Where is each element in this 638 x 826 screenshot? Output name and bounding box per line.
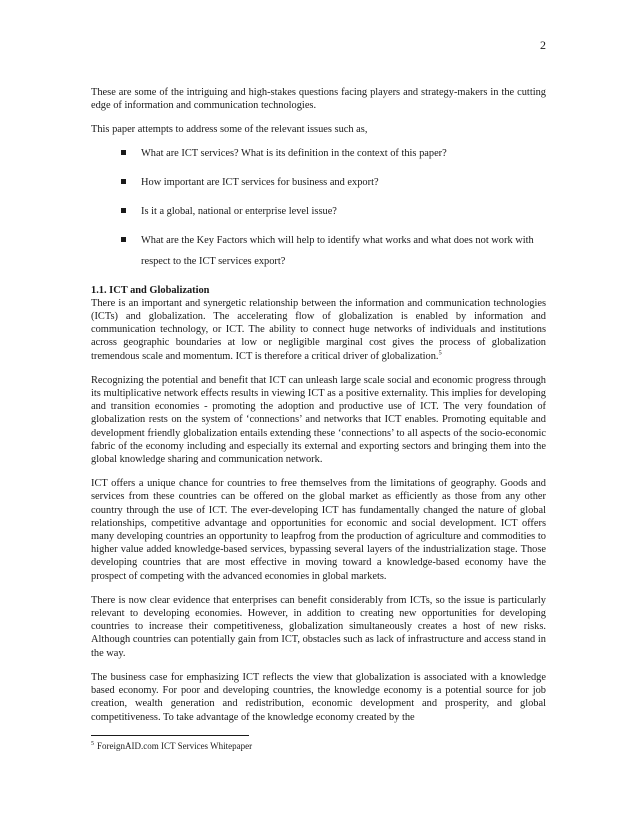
page-body bbox=[91, 86, 546, 724]
list-item: What are the Key Factors which will help to identify what works and what does not work with respect to the ICT services export? bbox=[121, 230, 546, 272]
footnote-divider bbox=[91, 735, 249, 736]
section-paragraph-1 bbox=[91, 297, 546, 363]
list-item: Is it a global, national or enterprise level issue? bbox=[121, 201, 546, 222]
issues-lead: This paper attempts to address some of the relevant issues such as, bbox=[91, 124, 368, 136]
intro-paragraph: These are some of the intriguing and high-stakes questions facing players and strategy-makers in the cutting edge of information and communication technologies. bbox=[91, 87, 546, 112]
section-paragraph-2: Recognizing the potential and benefit that ICT can unleash large scale social and economic progress through its multiplicative network effects results in viewing ICT as a positive externality. This implies for developing and transition economies - promoting the adoption and productive use of ICT. The very foundation of globalization rests on the system of ‘connections’ and networks that ICT enables. Promoting equitable and development friendly globalization entails extending these ‘connections’ to all aspects of the socio-economic fabric of the economy including and especially its external and exporting sectors and bringing them into the global knowledge sharing and communication network. bbox=[91, 374, 546, 466]
page-number: 2 bbox=[540, 38, 546, 52]
footnote-text: ForeignAID.com ICT Services Whitepaper bbox=[97, 741, 253, 751]
footnote bbox=[91, 741, 252, 751]
list-item: How important are ICT services for business and export? bbox=[121, 172, 546, 193]
footnote-reference[interactable]: 5 bbox=[438, 349, 442, 357]
list-item: What are ICT services? What is its definition in the context of this paper? bbox=[121, 143, 546, 164]
footnote-mark: 5 bbox=[91, 741, 94, 747]
section-paragraph-3: ICT offers a unique chance for countries to free themselves from the limitations of geography. Goods and services from these countries can be offered on the global market as efficiently as those from any other country through the use of ICT. The ever-developing ICT has fundamentally changed the nature of global relationships, competitive advantage and opportunities for economic and social development. ICT offers many developing countries an opportunity to leapfrog from the production of agriculture and commodities to higher value added knowledge-based services, bypassing several layers of the industrialization stage. Those developing countries that are most effective in moving toward a knowledge-based economy have the prospect of competing with the advanced economies in global markets. bbox=[91, 478, 546, 582]
section-paragraph-4: There is now clear evidence that enterprises can benefit considerably from ICTs, so the issue is particularly relevant to developing economies. However, in addition to creating new opportunities for developing countries to increase their competitiveness, globalization simultaneously creates a host of new risks. Although countries can potentially gain from ICT, obstacles such as lack of infrastructure and access stand in the way. bbox=[91, 594, 546, 659]
section-paragraph-5: The business case for emphasizing ICT reflects the view that globalization is associated with a knowledge based economy. For poor and developing countries, the knowledge economy is a potential source for job creation, wealth generation and redistribution, economic development and prosperity, and global competitiveness. To take advantage of the knowledge economy created by the bbox=[91, 671, 546, 723]
section-heading: 1.1. ICT and Globalization bbox=[91, 284, 210, 296]
paragraph-text: There is an important and synergetic relationship between the information and communication technologies (ICTs) and globalization. The accelerating flow of globalization is enabled by information and communication technology, or ICT. The ability to connect huge networks of individuals and institutions across geographic boundaries at low or negligible marginal cost gives the process of globalization tremendous scale and momentum. ICT is therefore a critical driver of globalization. bbox=[91, 297, 546, 362]
issues-list bbox=[91, 143, 546, 272]
